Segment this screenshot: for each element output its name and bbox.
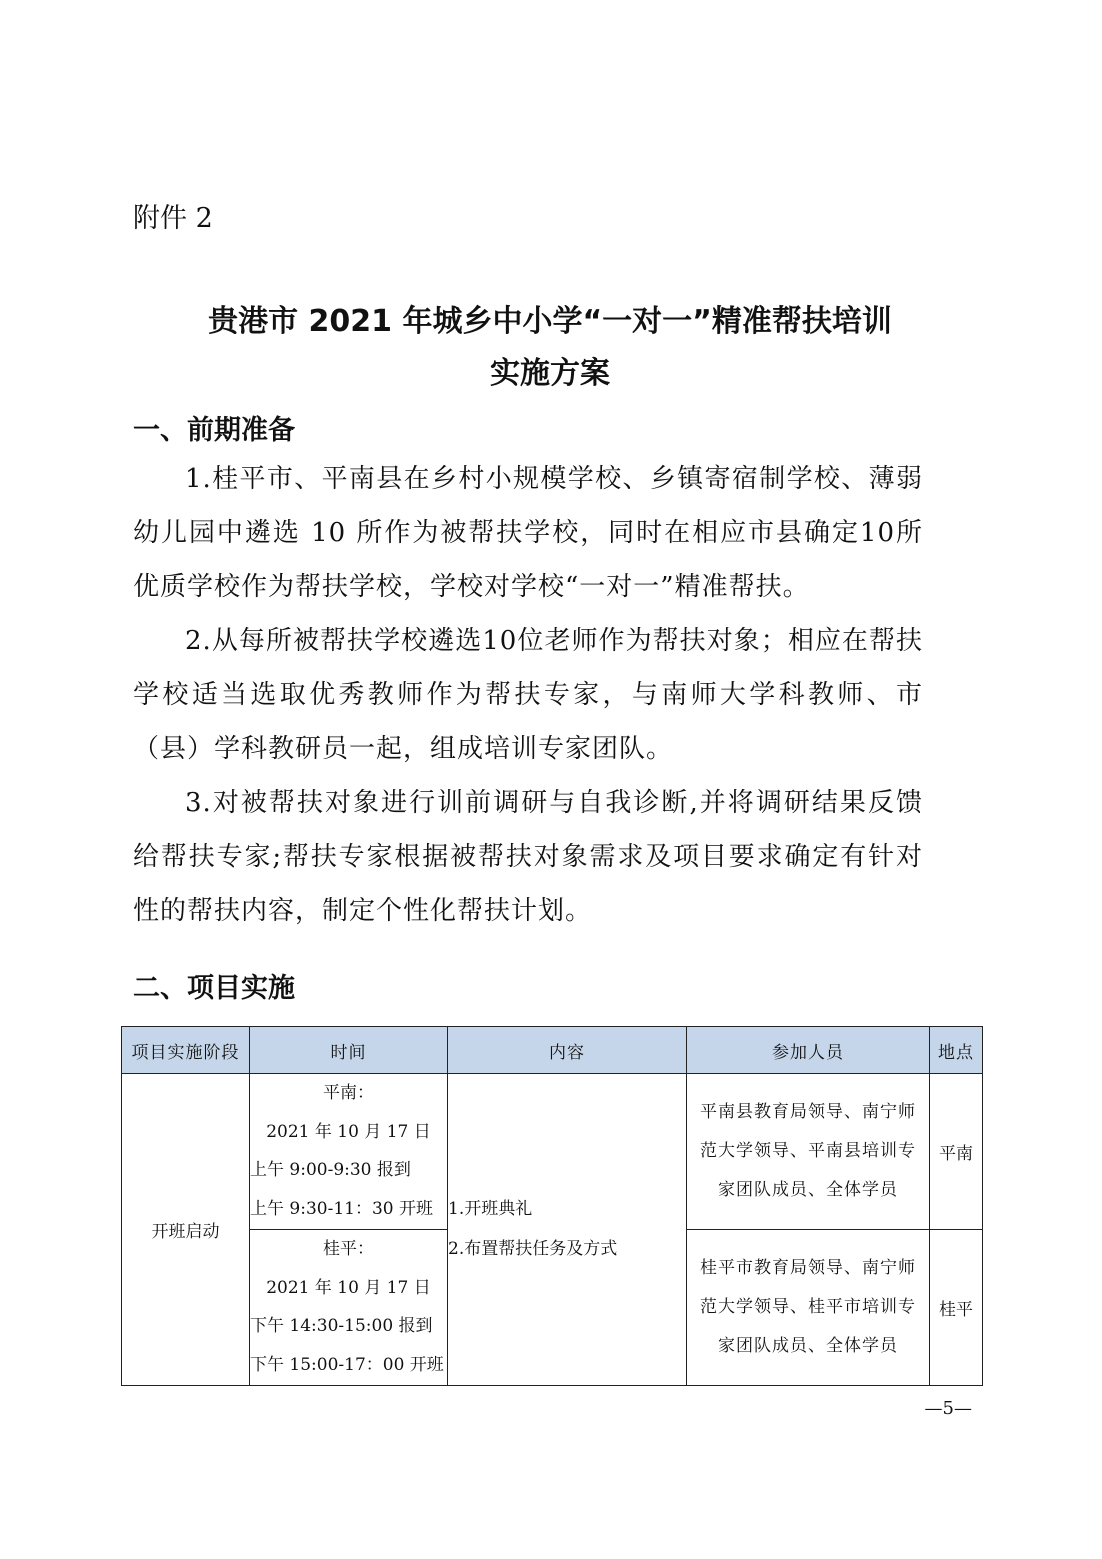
document-title-line1: 贵港市 2021 年城乡中小学“一对一”精准帮扶培训 [208, 304, 892, 339]
header-time: 时间 [250, 1027, 448, 1074]
section2-heading: 二、项目实施 [133, 973, 295, 1004]
document-title-line2: 实施方案 [490, 356, 610, 391]
participants-cell-pingnan: 平南县教育局领导、南宁师范大学领导、平南县培训专家团队成员、全体学员 [687, 1074, 930, 1230]
header-content: 内容 [448, 1027, 687, 1074]
section1-paragraph-1: 1.桂平市、平南县在乡村小规模学校、乡镇寄宿制学校、薄弱幼儿园中遴选 10 所作为被帮扶学校，同时在相应市县确定10所优质学校作为帮扶学校，学校对学校“一对一”精准帮扶。 [133, 464, 923, 602]
page-number: —5— [924, 1398, 972, 1419]
time-line: 2021 年 10 月 17 日 [266, 1121, 431, 1142]
section1-heading: 一、前期准备 [133, 415, 295, 446]
time-line: 下午 14:30-15:00 报到 [250, 1316, 433, 1337]
participants-cell-guiping: 桂平市教育局领导、南宁师范大学领导、桂平市培训专家团队成员、全体学员 [687, 1229, 930, 1385]
place-cell-pingnan: 平南 [930, 1074, 983, 1230]
time-line: 上午 9:30-11：30 开班 [250, 1199, 433, 1220]
stage-cell: 开班启动 [122, 1074, 250, 1386]
content-line: 2.布置帮扶任务及方式 [448, 1239, 618, 1260]
implementation-table [121, 1026, 983, 1386]
time-cell-guiping [250, 1229, 448, 1385]
content-line: 1.开班典礼 [448, 1199, 533, 1220]
header-place: 地点 [930, 1027, 983, 1074]
section1-paragraph-2: 2.从每所被帮扶学校遴选10位老师作为帮扶对象；相应在帮扶学校适当选取优秀教师作为帮扶专家，与南师大学科教师、市（县）学科教研员一起，组成培训专家团队。 [133, 626, 923, 764]
header-participants: 参加人员 [687, 1027, 930, 1074]
time-cell-pingnan [250, 1074, 448, 1230]
time-line: 桂平： [323, 1238, 374, 1259]
table-row [122, 1074, 983, 1230]
place-cell-guiping: 桂平 [930, 1229, 983, 1385]
time-line: 2021 年 10 月 17 日 [266, 1277, 431, 1298]
header-stage: 项目实施阶段 [122, 1027, 250, 1074]
attachment-label: 附件 2 [133, 203, 213, 234]
content-cell [448, 1074, 687, 1386]
time-line: 平南： [323, 1083, 374, 1103]
time-line: 下午 15:00-17：00 开班 [250, 1354, 444, 1375]
time-line: 上午 9:00-9:30 报到 [250, 1160, 411, 1181]
section1-paragraph-3: 3.对被帮扶对象进行训前调研与自我诊断,并将调研结果反馈给帮扶专家;帮扶专家根据被帮扶对象需求及项目要求确定有针对性的帮扶内容，制定个性化帮扶计划。 [133, 788, 923, 926]
table-header-row [122, 1027, 983, 1074]
